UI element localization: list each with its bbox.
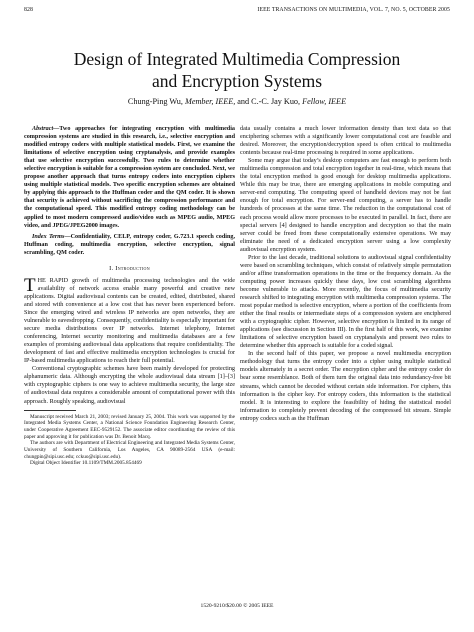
author-1: Chung-Ping Wu, (127, 97, 183, 106)
page-number: 828 (24, 7, 33, 13)
right-paragraph-1: data usually contains a much lower information density than text data so that enciphering schemes with a significantly lower computational cost are feasible and desired. Moreover, the encryption/decryption speed is often critical to multimedia contents because real-time processing is required in some applications. (240, 126, 451, 157)
author-2: and C.-C. Jay Kuo, (237, 97, 301, 106)
title-line-2: and Encryption Systems (151, 71, 323, 91)
author-2-role: Fellow, IEEE (302, 97, 347, 106)
journal-header: IEEE TRANSACTIONS ON MULTIMEDIA, VOL. 7, NO. 5, OCTOBER 2005 (257, 7, 450, 13)
right-column (240, 125, 451, 423)
index-terms-label: Index Terms— (32, 233, 71, 240)
intro-text-1: RAPID growth of multimedia processing technologies and the wide availability of network access enable many powerful and creative new applications. Digital audiovisual contents can be created, edited, distributed, shared and stored with convenience at a low cost that has never been experienced before. Since the emerging wired and wireless IP networks are open networks, they are vulnerable to eavesdropping. Consequently, confidentiality is especially important for secure media distributions over IP networks. Internet telephony, Internet conferencing, Internet security monitoring and multimedia databases are a few examples of promising audiovisual data applications that require confidentiality. The development of fast and effective multimedia encryption technologies is crucial for IP-based multimedia applications to reach their full potential. (24, 277, 235, 365)
intro-paragraph-2: Conventional cryptographic schemes have been mainly developed for protecting alphanumeric data. Although encrypting the whole audiovisual data stream [1]–[3] with cryptographic ciphers is one way to achieve multimedia security, the large size of audiovisual data requires a considerable amount of computational power with this approach. Roughly speaking, audiovisual (24, 366, 235, 405)
footnote-doi: Digital Object Identifier 10.1109/TMM.2005.854469 (30, 460, 142, 467)
abstract-label: Abstract— (32, 126, 60, 132)
section-heading-introduction: I. Introduction (109, 264, 150, 272)
footnotes (24, 414, 235, 468)
title-line-1: Design of Integrated Multimedia Compression (73, 49, 401, 69)
copyright-footer: 1520-9210/$20.00 © 2005 IEEE (200, 603, 274, 609)
abstract (24, 125, 235, 230)
right-paragraph-2: Some may argue that today’s desktop computers are fast enough to perform both multimedia compression and total encryption together in real-time, which means that the total encryption method is good enough for desktop multimedia applications. While this may be true, there are emerging applications in mobile computing and server-end computing. The computing speed of handheld devices may not be fast enough for total encryption. For server-end computing, a server has to handle hundreds of processes at the same time. The reduction in the computational cost of each process would allow more processes to be executed in parallel. In fact, there are special servers [4] designed to handle encryption and decryption so that the main server could be freed from these computationally extensive operations. We may eliminate the need of a dedicated encryption server using a low complexity audiovisual encryption system. (240, 158, 451, 253)
paper-title (24, 48, 450, 92)
left-column (24, 125, 235, 467)
footnote-authors: The authors are with Department of Electrical Engineering and Integrated Media Systems Center, University of Southern California, Los Angeles, CA 90089-2564 USA (e-mail: chungpin@sipi.usc.edu; cckuo@sipi.usc.edu). (24, 440, 235, 460)
right-paragraph-3: Prior to the last decade, traditional solutions to audiovisual signal confidentiality were based on scrambling techniques, which consist of relatively simple permutation and/or affine transformation operations in the time or the frequency domain. As the computing power increases quickly these days, low cost scrambling algorithms become vulnerable to attacks. More recently, the focus of multimedia security research shifted to integrating encryption with multimedia compression systems. The most popular method is selective encryption, where a portion of the coefficients from either the final results or intermediate steps of a compression system are enciphered with a cryptographic cipher. However, selective encryption is limited in its range of applications (see discussion in Section III). In the first half of this work, we examine limitations of selective encryption based on cryptanalysis and present two rules to determine whether this approach is suitable for a coded signal. (240, 254, 451, 350)
abstract-text: Two approaches for integrating encryption with multimedia compression systems are studied in this research, i.e., selective encryption and modified entropy coders with multiple statistical models. First, we examine the limitations of selective encryption using cryptanalysis, and provide examples that use selective encryption successfully. Two rules to determine whether selective encryption is suitable for a compression system are concluded. Next, we propose another approach that turns entropy coders into encryption ciphers using multiple statistical models. Two specific encryption schemes are obtained by applying this approach to the Huffman coder and the QM coder. It is shown that security is achieved without sacrificing the compression performance and the computational speed. This modified entropy coding methodology can be applied to most modern compressed audio/video such as MPEG audio, MPEG video, and JPEG/JPEG2000 images. (24, 126, 235, 229)
drop-cap: T (24, 274, 36, 296)
right-paragraph-4: In the second half of this paper, we propose a novel multimedia encryption methodology that turns the entropy coder into a cipher using multiple statistical models alternately in a secret order. The encryption cipher and the entropy coder do bear some resemblance. Both of them turn the original data into redundancy-free bit streams, which cannot be decoded without certain side information. For ciphers, this information is the cipher key. For entropy coders, this information is the statistical model. It is interesting to explore the feasibility of hiding the statistical model information to completely prevent decoding of the compressed bit stream. Simple entropy codecs such as the Huffman (240, 351, 451, 422)
footnote-manuscript: Manuscript received March 21, 2003; revised January 25, 2004. This work was supported by the Integrated Media Systems Center, a National Science Foundation Engineering Research Center, under Cooperative Agreement EEC-9529152. The associate editor coordinating the review of this paper and approving it for publication was Dr. Benoit Macq. (24, 413, 235, 440)
index-terms (24, 233, 235, 257)
index-terms-text: Confidentiality, CELP, entropy coder, G.723.1 speech coding, Huffman coding, multimedia encryption, selective encryption, signal scrambling, QM coder. (24, 233, 235, 256)
author-line (24, 97, 450, 106)
author-1-role: Member, IEEE, (185, 97, 236, 106)
intro-paragraph-1 (24, 274, 235, 366)
lead-word: HE (37, 277, 46, 284)
footnote-rule (24, 410, 76, 411)
